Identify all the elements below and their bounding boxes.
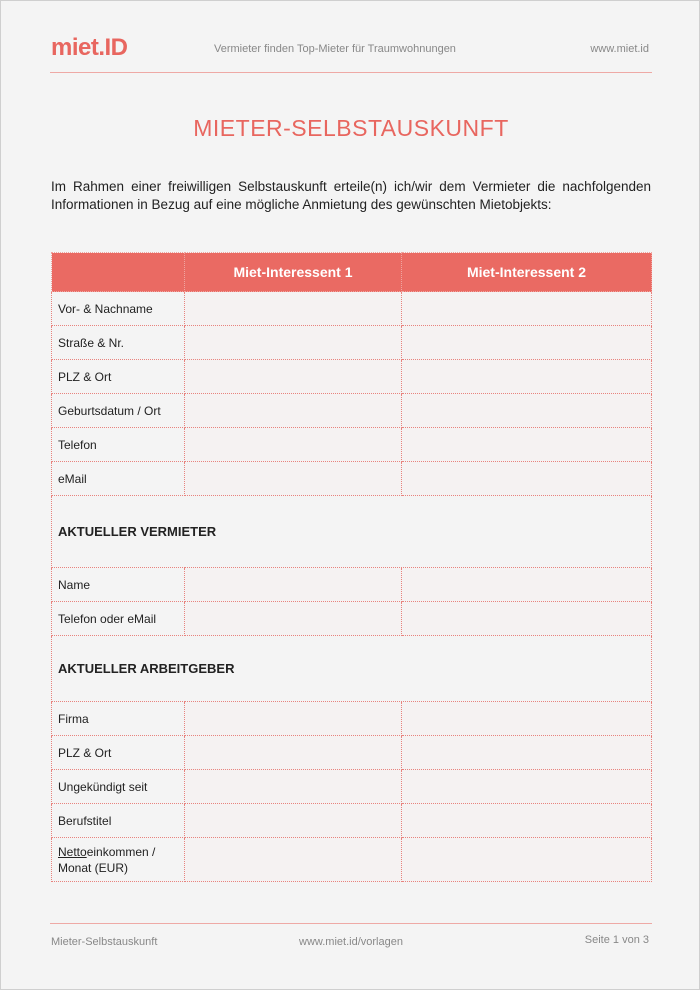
table-row [52,360,652,394]
input-cell-tenant-2[interactable] [402,360,652,394]
table-row [52,568,652,602]
logo: miet.ID [51,34,128,61]
income-label-underlined: Netto [58,844,87,859]
row-label: Ungekündigt seit [52,770,185,804]
row-label: Geburtsdatum / Ort [52,394,185,428]
input-cell-tenant-1[interactable] [185,770,402,804]
table-row [52,804,652,838]
section-heading-employer: AKTUELLER ARBEITGEBER [52,636,652,702]
input-cell-tenant-2[interactable] [402,428,652,462]
input-cell-tenant-2[interactable] [402,702,652,736]
page-number: Seite 1 von 3 [584,934,649,946]
section-row [52,636,652,702]
row-label: Telefon oder eMail [52,602,185,636]
footer-doc-name: Mieter-Selbstauskunft [51,936,158,948]
table-row [52,702,652,736]
input-cell-tenant-1[interactable] [185,360,402,394]
input-cell-tenant-1[interactable] [185,702,402,736]
input-cell-tenant-2[interactable] [402,326,652,360]
table-row [52,326,652,360]
section-heading-landlord: AKTUELLER VERMIETER [52,496,652,568]
input-cell-tenant-1[interactable] [185,838,402,882]
table-row [52,838,652,882]
input-cell-tenant-2[interactable] [402,292,652,326]
table-row [52,736,652,770]
input-cell-tenant-1[interactable] [185,462,402,496]
input-cell-tenant-2[interactable] [402,462,652,496]
table-row [52,462,652,496]
table-row [52,292,652,326]
input-cell-tenant-2[interactable] [402,394,652,428]
table-row [52,770,652,804]
section-row [52,496,652,568]
row-label: eMail [52,462,185,496]
row-label-income [52,838,185,882]
input-cell-tenant-2[interactable] [402,838,652,882]
column-header-empty [52,253,185,292]
input-cell-tenant-1[interactable] [185,804,402,838]
column-header-tenant-2: Miet-Interessent 2 [402,253,652,292]
input-cell-tenant-2[interactable] [402,602,652,636]
income-label-rest: einkommen / [86,844,156,859]
income-label-line2: Monat (EUR) [58,860,129,875]
header-divider [50,72,652,73]
input-cell-tenant-2[interactable] [402,568,652,602]
row-label: Vor- & Nachname [52,292,185,326]
form-table [51,252,652,882]
input-cell-tenant-1[interactable] [185,292,402,326]
column-header-tenant-1: Miet-Interessent 1 [185,253,402,292]
row-label: Telefon [52,428,185,462]
input-cell-tenant-1[interactable] [185,428,402,462]
input-cell-tenant-1[interactable] [185,394,402,428]
table-row [52,602,652,636]
table-row [52,394,652,428]
input-cell-tenant-1[interactable] [185,568,402,602]
intro-text: Im Rahmen einer freiwilligen Selbstauskunft erteile(n) ich/wir dem Vermieter die nachfolgenden Informationen in Bezug auf eine mögliche Anmietung des gewünschten Mietobjekts: [51,179,651,212]
row-label: Name [52,568,185,602]
row-label: Berufstitel [52,804,185,838]
row-label: Straße & Nr. [52,326,185,360]
input-cell-tenant-2[interactable] [402,804,652,838]
table-row [52,428,652,462]
page-title: MIETER-SELBSTAUSKUNFT [193,115,509,141]
website-link[interactable]: www.miet.id [590,43,649,55]
input-cell-tenant-2[interactable] [402,770,652,804]
footer-url[interactable]: www.miet.id/vorlagen [299,936,403,948]
row-label: PLZ & Ort [52,736,185,770]
input-cell-tenant-1[interactable] [185,326,402,360]
input-cell-tenant-1[interactable] [185,736,402,770]
row-label: Firma [52,702,185,736]
row-label: PLZ & Ort [52,360,185,394]
tagline: Vermieter finden Top-Mieter für Traumwohnungen [214,43,456,55]
footer-divider [50,923,652,924]
input-cell-tenant-2[interactable] [402,736,652,770]
input-cell-tenant-1[interactable] [185,602,402,636]
